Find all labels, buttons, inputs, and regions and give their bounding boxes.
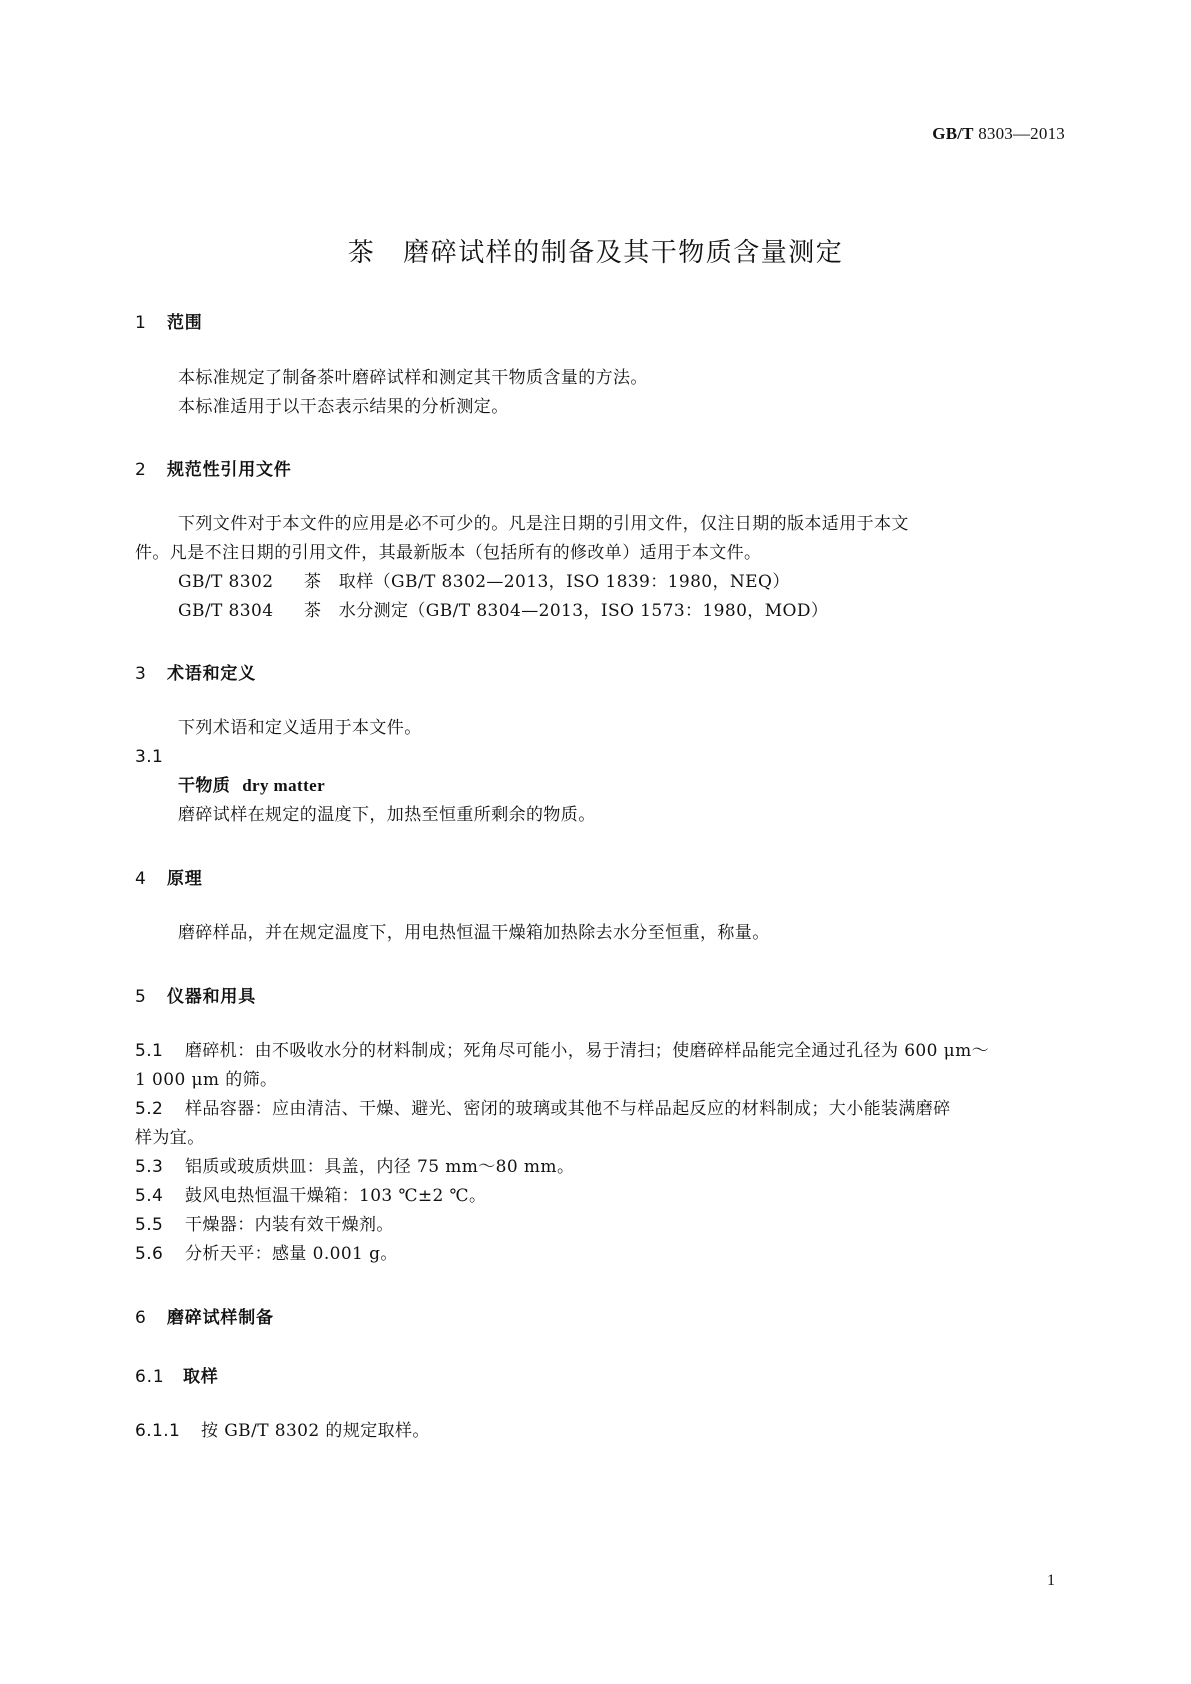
- section-number: 4: [135, 869, 147, 889]
- section-number: 6: [135, 1308, 147, 1328]
- standard-code-prefix: GB/T: [932, 124, 974, 143]
- reference-code: GB/T 8302: [178, 572, 274, 592]
- clause-number: 5.6: [135, 1244, 164, 1264]
- term-english: dry matter: [242, 776, 326, 795]
- standard-code-number: 8303—2013: [978, 124, 1065, 143]
- clause-text: 鼓风电热恒温干燥箱：103 ℃±2 ℃。: [185, 1186, 487, 1206]
- document-title-part1: 茶: [347, 238, 376, 268]
- clause-5-6: [135, 1244, 398, 1264]
- term-chinese: 干物质: [178, 776, 231, 796]
- clause-number: 5.5: [135, 1215, 164, 1235]
- section-2-paragraph-line-2: 件。凡是不注日期的引用文件，其最新版本（包括所有的修改单）适用于本文件。: [135, 543, 762, 563]
- standard-code: [932, 124, 1065, 144]
- section-number: 3: [135, 664, 147, 684]
- subsection-number: 6.1: [135, 1367, 165, 1387]
- section-3-paragraph-1: 下列术语和定义适用于本文件。: [178, 718, 422, 738]
- section-5-heading: [135, 982, 256, 1007]
- section-1-paragraph-1: 本标准规定了制备茶叶磨碎试样和测定其干物质含量的方法。: [178, 368, 648, 388]
- section-2-heading: [135, 455, 292, 480]
- section-title: 仪器和用具: [167, 987, 256, 1007]
- section-number: 5: [135, 987, 147, 1007]
- document-title: [0, 232, 1191, 269]
- section-title: 术语和定义: [167, 664, 256, 684]
- term-entry: [178, 776, 325, 796]
- subsection-6-1-heading: [135, 1362, 219, 1387]
- section-1-heading: [135, 308, 203, 333]
- clause-text: 分析天平：感量 0.001 g。: [185, 1244, 398, 1264]
- section-4-paragraph-1: 磨碎样品，并在规定温度下，用电热恒温干燥箱加热除去水分至恒重，称量。: [178, 923, 770, 943]
- clause-5-4: [135, 1186, 486, 1206]
- clause-text: 按 GB/T 8302 的规定取样。: [201, 1421, 430, 1441]
- clause-text: 铝质或玻质烘皿：具盖，内径 75 mm～80 mm。: [185, 1157, 575, 1177]
- page-number: 1: [1047, 1572, 1055, 1589]
- clause-5-2: [135, 1099, 951, 1119]
- clause-5-1: [135, 1041, 989, 1061]
- term-clause-number: 3.1: [135, 747, 164, 767]
- clause-number: 5.1: [135, 1041, 164, 1061]
- clause-text: 干燥器：内装有效干燥剂。: [185, 1215, 394, 1235]
- section-2-paragraph-line-1: 下列文件对于本文件的应用是必不可少的。凡是注日期的引用文件，仅注日期的版本适用于本文: [178, 514, 909, 534]
- clause-5-5: [135, 1215, 394, 1235]
- section-title: 范围: [167, 313, 203, 333]
- clause-5-1-continuation: 1 000 μm 的筛。: [135, 1070, 278, 1090]
- clause-6-1-1: [135, 1421, 430, 1441]
- subsection-title: 取样: [183, 1367, 219, 1387]
- normative-reference-1: [178, 572, 790, 592]
- clause-number: 6.1.1: [135, 1421, 181, 1441]
- normative-reference-2: [178, 601, 828, 621]
- clause-number: 5.4: [135, 1186, 164, 1206]
- section-number: 1: [135, 313, 147, 333]
- document-title-part2: 磨碎试样的制备及其干物质含量测定: [403, 238, 844, 268]
- section-title: 规范性引用文件: [167, 460, 292, 480]
- reference-code: GB/T 8304: [178, 601, 274, 621]
- clause-number: 5.2: [135, 1099, 164, 1119]
- section-title: 磨碎试样制备: [167, 1308, 274, 1328]
- section-1-paragraph-2: 本标准适用于以干态表示结果的分析测定。: [178, 397, 509, 417]
- section-number: 2: [135, 460, 147, 480]
- clause-5-3: [135, 1157, 574, 1177]
- clause-text: 磨碎机：由不吸收水分的材料制成；死角尽可能小，易于清扫；使磨碎样品能完全通过孔径为 600 μm～: [185, 1041, 990, 1061]
- section-4-heading: [135, 864, 203, 889]
- clause-number: 5.3: [135, 1157, 164, 1177]
- reference-title: 茶 取样（GB/T 8302—2013，ISO 1839：1980，NEQ）: [304, 572, 790, 592]
- clause-text: 样品容器：应由清洁、干燥、避光、密闭的玻璃或其他不与样品起反应的材料制成；大小能装满磨碎: [185, 1099, 951, 1119]
- clause-5-2-continuation: 样为宜。: [135, 1128, 205, 1148]
- section-title: 原理: [167, 869, 203, 889]
- reference-title: 茶 水分测定（GB/T 8304—2013，ISO 1573：1980，MOD）: [304, 601, 829, 621]
- term-definition: 磨碎试样在规定的温度下，加热至恒重所剩余的物质。: [178, 805, 596, 825]
- section-6-heading: [135, 1303, 274, 1328]
- section-3-heading: [135, 659, 256, 684]
